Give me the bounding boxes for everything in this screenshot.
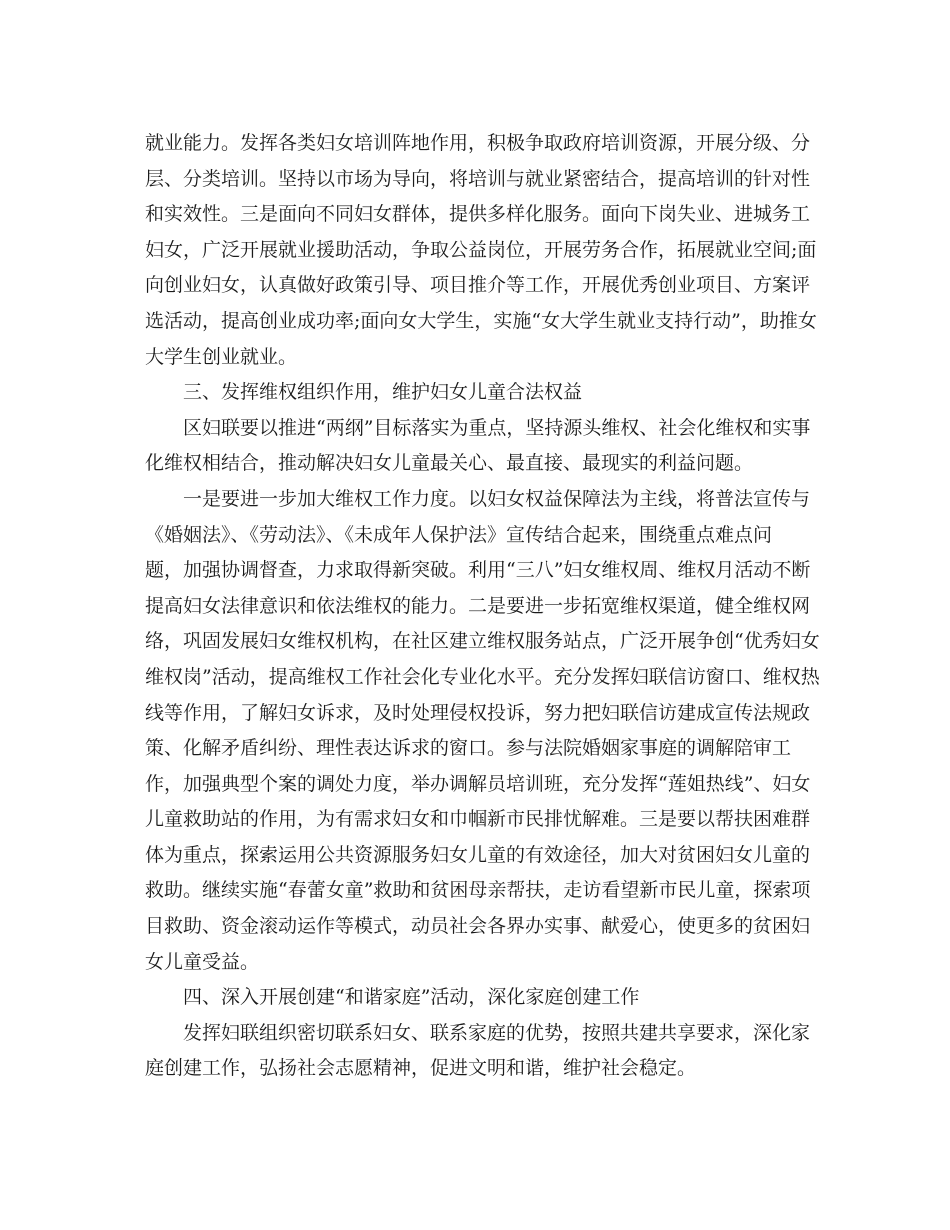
text-line: 作，加强典型个案的调处力度，举办调解员培训班，充分发挥“莲姐热线”、妇女 — [145, 772, 811, 795]
text-line: 就业能力。发挥各类妇女培训阵地作用，积极争取政府培训资源，开展分级、分 — [145, 132, 811, 154]
document-body — [145, 126, 820, 1087]
text-line: 妇女，广泛开展就业援助活动，争取公益岗位，开展劳务合作，拓展就业空间;面 — [145, 238, 817, 261]
text-line: 策、化解矛盾纠纷、理性表达诉求的窗口。参与法院婚姻家事庭的调解陪审工 — [145, 737, 792, 760]
text-line: 三、发挥维权组织作用，维护妇女儿童合法权益 — [183, 381, 583, 404]
text-line: 化维权相结合，推动解决妇女儿童最关心、最直接、最现实的利益问题。 — [145, 452, 754, 475]
text-line: 《婚姻法》、《劳动法》、《未成年人保护法》宣传结合起来，围绕重点难点问 — [145, 523, 773, 546]
text-line: 发挥妇联组织密切联系妇女、联系家庭的优势，按照共建共享要求，深化家 — [183, 1021, 811, 1044]
text-line: 女儿童受益。 — [145, 950, 260, 973]
text-line: 庭创建工作，弘扬社会志愿精神，促进文明和谐，维护社会稳定。 — [145, 1057, 697, 1080]
text-line: 向创业妇女，认真做好政策引导、项目推介等工作，开展优秀创业项目、方案评 — [145, 274, 811, 297]
text-line: 和实效性。三是面向不同妇女群体，提供多样化服务。面向下岗失业、进城务工 — [145, 203, 811, 226]
text-line: 选活动，提高创业成功率;面向女大学生，实施“女大学生就业支持行动”，助推女 — [145, 309, 817, 332]
text-line: 大学生创业就业。 — [145, 345, 298, 368]
text-line: 题，加强协调督查，力求取得新突破。利用“三八”妇女维权周、维权月活动不断 — [145, 559, 811, 582]
text-line: 络，巩固发展妇女维权机构，在社区建立维权服务站点，广泛开展争创“优秀妇女 — [145, 630, 820, 653]
text-line: 四、深入开展创建“和谐家庭”活动，深化家庭创建工作 — [183, 986, 640, 1009]
text-line: 儿童救助站的作用，为有需求妇女和巾帼新市民排忧解难。三是要以帮扶困难群 — [145, 808, 811, 831]
text-line: 区妇联要以推进“两纲”目标落实为重点，坚持源头维权、社会化维权和实事 — [183, 416, 811, 439]
text-line: 救助。继续实施“春蕾女童”救助和贫困母亲帮扶，走访看望新市民儿童，探索项 — [145, 879, 811, 902]
text-line: 一是要进一步加大维权工作力度。以妇女权益保障法为主线，将普法宣传与 — [183, 487, 811, 510]
text-line: 目救助、资金滚动运作等模式，动员社会各界办实事、献爱心，使更多的贫困妇 — [145, 915, 811, 938]
text-line: 体为重点，探索运用公共资源服务妇女儿童的有效途径，加大对贫困妇女儿童的 — [145, 843, 811, 866]
text-line: 层、分类培训。坚持以市场为导向，将培训与就业紧密结合，提高培训的针对性 — [145, 167, 811, 190]
text-line: 线等作用，了解妇女诉求，及时处理侵权投诉，努力把妇联信访建成宣传法规政 — [145, 701, 811, 724]
text-line: 提高妇女法律意识和依法维权的能力。二是要进一步拓宽维权渠道，健全维权网 — [145, 594, 811, 617]
text-line: 维权岗”活动，提高维权工作社会化专业化水平。充分发挥妇联信访窗口、维权热 — [145, 665, 820, 688]
